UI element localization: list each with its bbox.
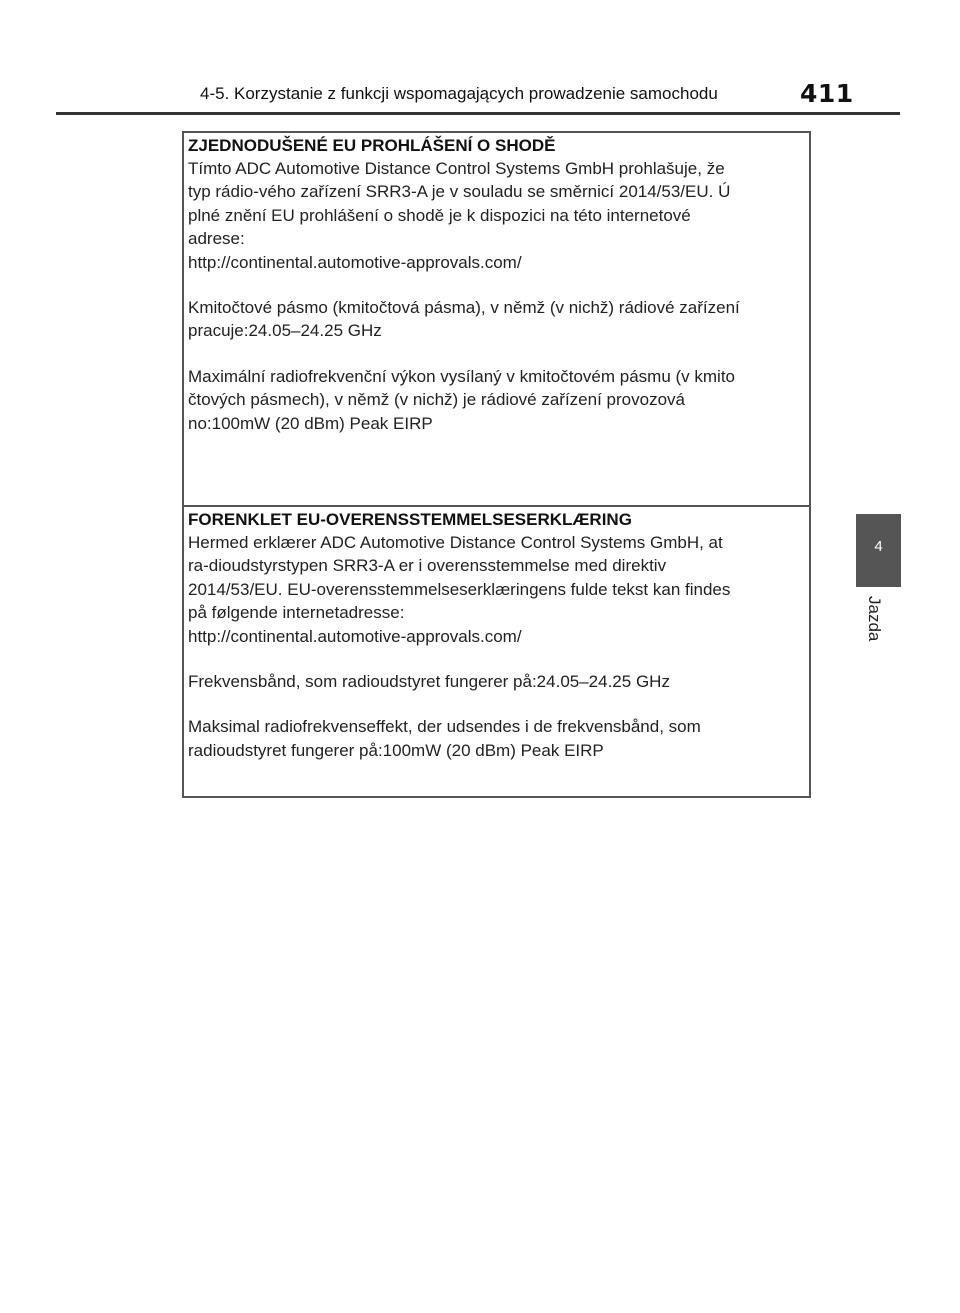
text-line: Kmitočtové pásmo (kmitočtová pásma), v němž (v nichž) rádiové zařízení — [188, 298, 740, 318]
paragraph-gap — [188, 648, 809, 670]
declaration-box — [182, 131, 811, 798]
text-line: http://continental.automotive-approvals.com/ — [188, 252, 522, 272]
paragraph-gap — [188, 693, 809, 715]
declaration-czech — [184, 133, 809, 505]
text-line: radioudstyret fungerer på:100mW (20 dBm) Peak EIRP — [188, 740, 604, 760]
text-line: Tímto ADC Automotive Distance Control Systems GmbH prohlašuje, že — [188, 159, 725, 178]
declaration-czech-body — [188, 157, 809, 435]
text-line: čtových pásmech), v němž (v nichž) je rádiové zařízení provozová — [188, 390, 685, 410]
text-line: Maksimal radiofrekvenseffekt, der udsendes i de frekvensbånd, som — [188, 717, 701, 737]
chapter-tab-number: 4 — [874, 538, 883, 555]
text-line: ra-dioudstyrstypen SRR3-A er i overensstemmelse med direktiv — [188, 556, 667, 576]
text-line: plné znění EU prohlášení o shodě je k dispozici na této internetové — [188, 205, 691, 225]
text-line: Frekvensbånd, som radioudstyret fungerer på:24.05–24.25 GHz — [188, 672, 670, 692]
declaration-danish — [184, 507, 809, 796]
text-line: no:100mW (20 dBm) Peak EIRP — [188, 413, 433, 433]
text-line: Maximální radiofrekvenční výkon vysílaný v kmitočtovém pásmu (v kmito — [188, 366, 736, 386]
chapter-tab-label: Jazda — [865, 596, 884, 642]
text-line: på følgende internetadresse: — [188, 603, 405, 623]
section-heading: 4-5. Korzystanie z funkcji wspomagających prowadzenie samochodu — [200, 84, 718, 103]
text-line: http://continental.automotive-approvals.com/ — [188, 626, 522, 646]
text-line: Hermed erklærer ADC Automotive Distance Control Systems GmbH, at — [188, 533, 723, 552]
paragraph-gap — [188, 274, 809, 296]
text-line: adrese: — [188, 229, 245, 249]
header-divider — [56, 112, 900, 115]
text-line: pracuje:24.05–24.25 GHz — [188, 321, 382, 341]
declaration-czech-title: ZJEDNODUŠENÉ EU PROHLÁŠENÍ O SHODĚ — [188, 136, 556, 155]
text-line: 2014/53/EU. EU-overensstemmelseserklæringens fulde tekst kan findes — [188, 579, 731, 599]
text-line: typ rádio-vého zařízení SRR3-A je v souladu se směrnicí 2014/53/EU. Ú — [188, 182, 731, 202]
declaration-danish-body — [188, 531, 809, 762]
declaration-danish-title: FORENKLET EU-OVERENSSTEMMELSESERKLÆRING — [188, 510, 632, 529]
page-number: 411 — [800, 79, 854, 108]
paragraph-gap — [188, 343, 809, 365]
chapter-tab[interactable] — [856, 514, 901, 587]
